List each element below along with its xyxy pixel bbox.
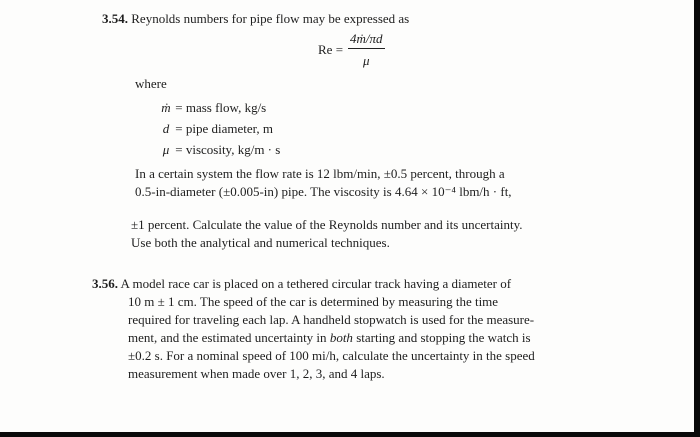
text-segment: ment, and the estimated uncertainty in (128, 330, 327, 345)
definition-text: = viscosity, kg/m · s (175, 142, 281, 157)
paragraph-line: 10 m ± 1 cm. The speed of the car is determined by measuring the time (128, 294, 499, 309)
bottom-edge-shadow (0, 432, 700, 437)
formula-numerator: 4ṁ/πd (348, 31, 385, 49)
paragraph-line: ±0.2 s. For a nominal speed of 100 mi/h, calculate the uncertainty in the speed (128, 348, 535, 363)
definition-diameter (160, 121, 273, 137)
formula-denominator: μ (363, 53, 370, 68)
definition-mass-flow (160, 100, 266, 116)
problem-354-header (102, 11, 409, 26)
definition-symbol: d (162, 121, 170, 136)
formula-lhs: Re = (318, 42, 344, 57)
paragraph-line: A model race car is placed on a tethered circular track having a diameter of (120, 276, 512, 291)
paragraph-line: ±1 percent. Calculate the value of the Reynolds number and its uncertainty. (131, 217, 523, 232)
reynolds-formula (318, 31, 385, 69)
emphasized-word: both (329, 330, 353, 345)
definition-symbol: μ (162, 142, 170, 157)
paragraph-line: measurement when made over 1, 2, 3, and 4 laps. (128, 366, 385, 381)
problem-356-number: 3.56. (92, 276, 118, 291)
definition-text: = mass flow, kg/s (175, 100, 267, 115)
definition-text: = pipe diameter, m (175, 121, 274, 136)
problem-354-number: 3.54. (102, 11, 128, 26)
paragraph-line-with-emphasis (128, 330, 531, 345)
definition-viscosity (160, 142, 280, 158)
text-segment: starting and stopping the watch is (356, 330, 531, 345)
formula-fraction (348, 31, 385, 69)
paragraph-line: required for traveling each lap. A handheld stopwatch is used for the measure- (128, 312, 535, 327)
paragraph-line: 0.5-in-diameter (±0.005-in) pipe. The viscosity is 4.64 × 10⁻⁴ lbm/h · ft, (135, 184, 512, 199)
definition-symbol: ṁ (161, 100, 171, 115)
problem-356-first-line (92, 276, 511, 291)
paragraph-line: In a certain system the flow rate is 12 lbm/min, ±0.5 percent, through a (135, 166, 505, 181)
problem-354-intro: Reynolds numbers for pipe flow may be expressed as (131, 11, 410, 26)
right-edge-shadow (694, 0, 700, 437)
paragraph-line: Use both the analytical and numerical techniques. (131, 235, 390, 250)
where-label: where (135, 76, 167, 91)
